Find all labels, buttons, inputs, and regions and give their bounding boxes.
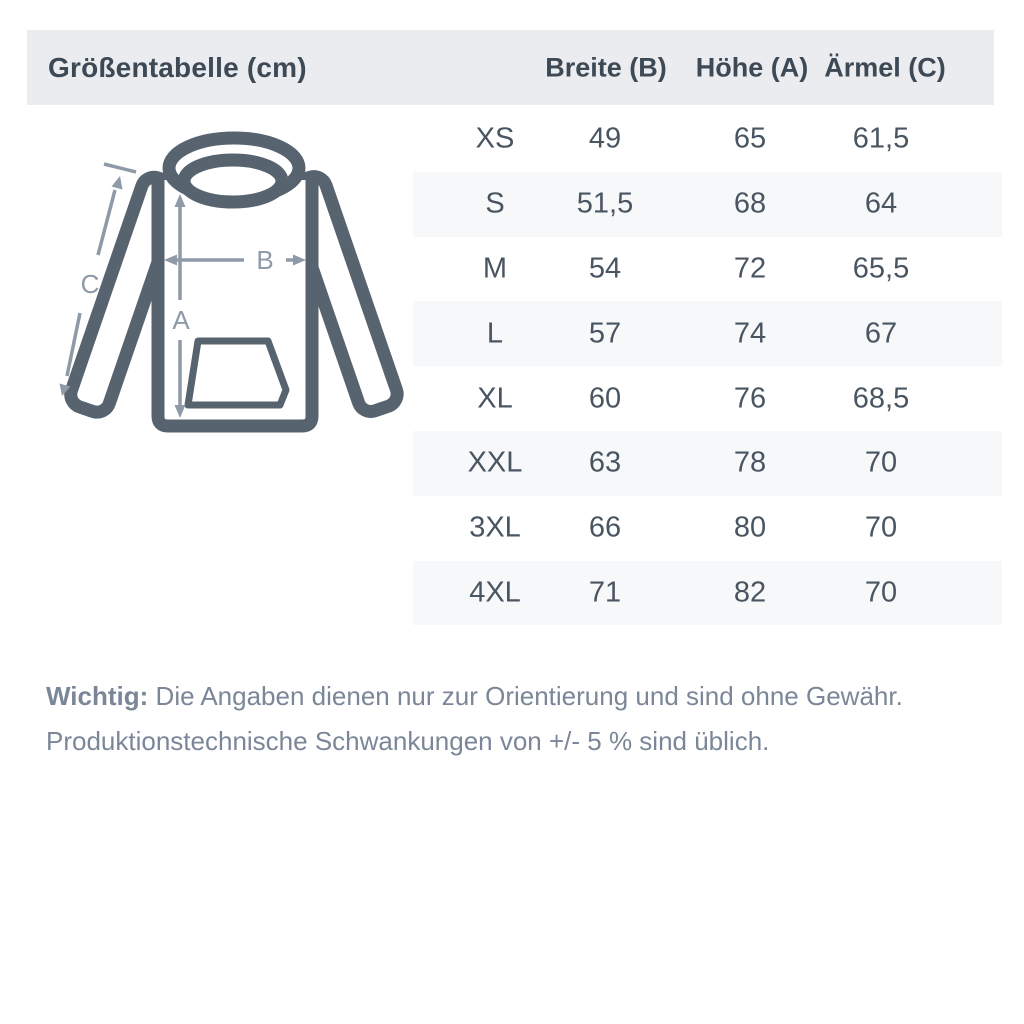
- size-table: [413, 107, 1002, 625]
- sleeve-arrow-label: C: [80, 269, 100, 299]
- breite-value: 71: [588, 576, 622, 609]
- table-row-3xl: [413, 496, 1002, 561]
- hoehe-value: 68: [733, 187, 767, 220]
- breite-value: 60: [588, 382, 622, 415]
- size-label: S: [485, 187, 505, 220]
- disclaimer-line-1-rest: Die Angaben dienen nur zur Orientierung und sind ohne Gewähr.: [148, 681, 903, 711]
- table-row-s: [413, 172, 1002, 237]
- hoehe-value: 82: [733, 576, 767, 609]
- breite-value: 66: [588, 511, 622, 544]
- aermel-value: 61,5: [852, 122, 910, 155]
- aermel-value: 67: [864, 317, 898, 350]
- aermel-value: 65,5: [852, 252, 910, 285]
- hoehe-value: 76: [733, 382, 767, 415]
- disclaimer-line-2: Produktionstechnische Schwankungen von +/- 5 % sind üblich.: [46, 726, 770, 756]
- page-title: Größentabelle (cm): [48, 51, 307, 83]
- table-row-xl: [413, 366, 1002, 431]
- hoehe-value: 72: [733, 252, 767, 285]
- width-arrow-label: B: [256, 245, 274, 275]
- table-row-xxl: [413, 431, 1002, 496]
- disclaimer-note: [46, 674, 946, 764]
- column-header-breite: Breite (B): [545, 52, 667, 82]
- table-header-band: [27, 30, 994, 105]
- breite-value: 51,5: [576, 187, 634, 220]
- aermel-value: 64: [864, 187, 898, 220]
- breite-value: 57: [588, 317, 622, 350]
- size-label: L: [486, 317, 504, 350]
- aermel-value: 70: [864, 446, 898, 479]
- breite-value: 49: [588, 122, 622, 155]
- table-row-4xl: [413, 561, 1002, 626]
- hoehe-value: 65: [733, 122, 767, 155]
- size-label: M: [482, 252, 508, 285]
- hoodie-measurement-diagram: [40, 128, 425, 468]
- aermel-value: 68,5: [852, 382, 910, 415]
- breite-value: 63: [588, 446, 622, 479]
- column-header-hoehe: Höhe (A): [695, 52, 809, 82]
- size-label: XS: [475, 122, 515, 155]
- hoodie-icon: [40, 128, 425, 468]
- table-row-xs: [413, 107, 1002, 172]
- size-label: XXL: [467, 446, 523, 479]
- table-row-l: [413, 301, 1002, 366]
- size-label: 3XL: [469, 511, 521, 544]
- size-label: 4XL: [469, 576, 521, 609]
- disclaimer-line-1: [46, 674, 946, 719]
- column-header-aermel: Ärmel (C): [824, 52, 946, 82]
- hoehe-value: 78: [733, 446, 767, 479]
- breite-value: 54: [588, 252, 622, 285]
- disclaimer-lead: Wichtig:: [46, 681, 149, 711]
- size-label: XL: [477, 382, 513, 415]
- height-arrow-label: A: [172, 305, 190, 335]
- table-row-m: [413, 237, 1002, 302]
- aermel-value: 70: [864, 511, 898, 544]
- hoehe-value: 80: [733, 511, 767, 544]
- aermel-value: 70: [864, 576, 898, 609]
- hoehe-value: 74: [733, 317, 767, 350]
